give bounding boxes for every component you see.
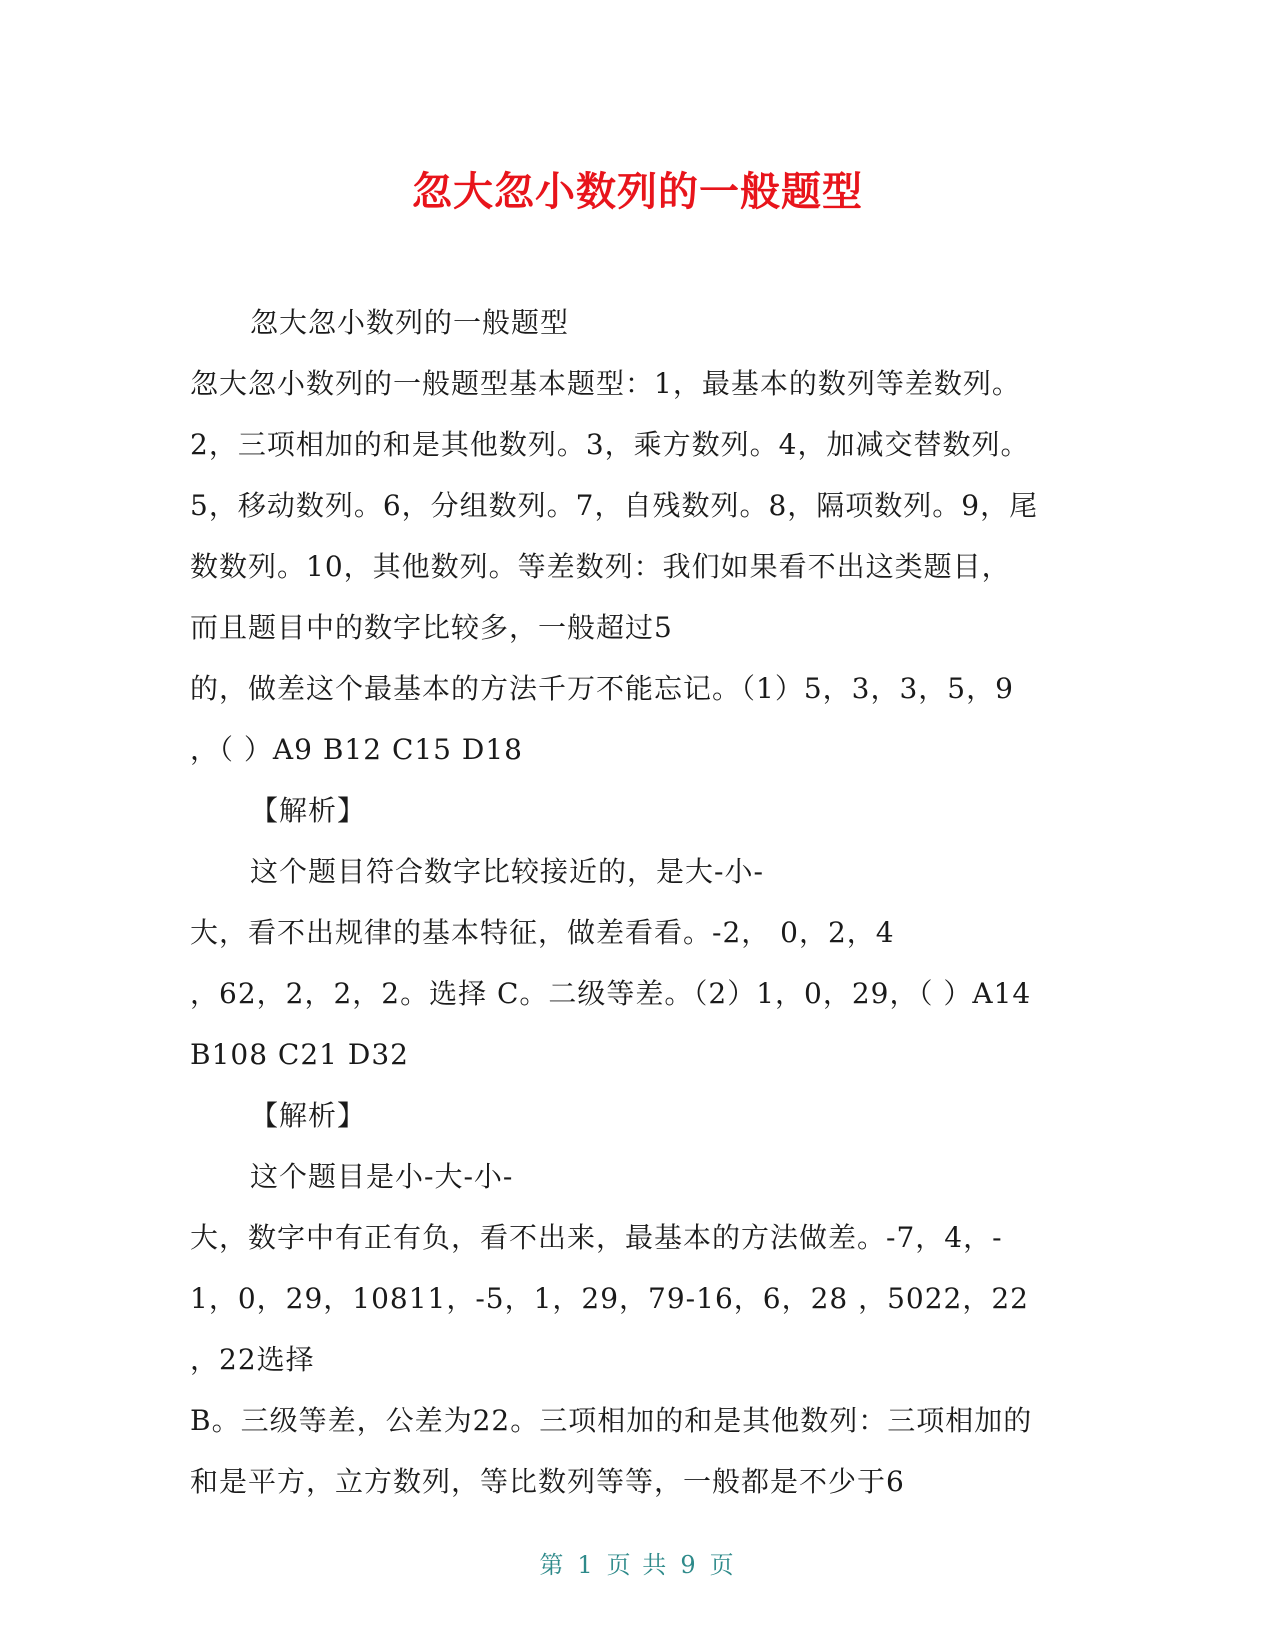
- page-total: 9: [680, 1551, 698, 1579]
- body-line: 大，数字中有正有负，看不出来，最基本的方法做差。-7，4，-: [190, 1221, 1003, 1254]
- body-line: 5，移动数列。6，分组数列。7，自残数列。8，隔项数列。9，尾: [190, 489, 1039, 522]
- body-line: B108 C21 D32: [190, 1038, 409, 1071]
- body-line: 忽大忽小数列的一般题型基本题型：1，最基本的数列等差数列。: [190, 367, 1021, 400]
- analysis-label: 【解析】: [250, 794, 367, 827]
- body-line: 2，三项相加的和是其他数列。3，乘方数列。4，加减交替数列。: [190, 428, 1030, 461]
- body-line: 1，0，29，10811，-5，1，29，79-16，6，28 ，5022，22: [190, 1282, 1029, 1315]
- page-current: 1: [577, 1551, 595, 1579]
- page-middle: 页 共: [606, 1551, 669, 1579]
- body-line: 和是平方，立方数列，等比数列等等，一般都是不少于6: [190, 1465, 905, 1498]
- page-suffix: 页: [709, 1551, 736, 1579]
- body-line: 数数列。10，其他数列。等差数列：我们如果看不出这类题目，: [190, 550, 1011, 583]
- page-prefix: 第: [539, 1551, 566, 1579]
- document-body: [190, 292, 1090, 1512]
- body-line: 而且题目中的数字比较多，一般超过5: [190, 611, 673, 644]
- body-line: ，62，2，2，2。选择 C。二级等差。（2）1，0，29，（ ）A14: [190, 977, 1032, 1010]
- body-line: ，（ ）A9 B12 C15 D18: [190, 733, 523, 766]
- analysis-label: 【解析】: [250, 1099, 367, 1132]
- document-title: 忽大忽小数列的一般题型: [412, 169, 863, 215]
- paragraph-heading: 忽大忽小数列的一般题型: [250, 306, 570, 339]
- body-line: 这个题目符合数字比较接近的，是大-小-: [250, 855, 764, 888]
- body-line: 这个题目是小-大-小-: [250, 1160, 514, 1193]
- body-line: 大，看不出规律的基本特征，做差看看。-2， 0，2，4: [190, 916, 895, 949]
- page-number-footer: [0, 1545, 1275, 1580]
- body-line: 的，做差这个最基本的方法千万不能忘记。（1）5，3，3，5，9: [190, 672, 1014, 705]
- body-line: B。三级等差，公差为22。三项相加的和是其他数列：三项相加的: [190, 1404, 1033, 1437]
- body-line: ，22选择: [190, 1343, 315, 1376]
